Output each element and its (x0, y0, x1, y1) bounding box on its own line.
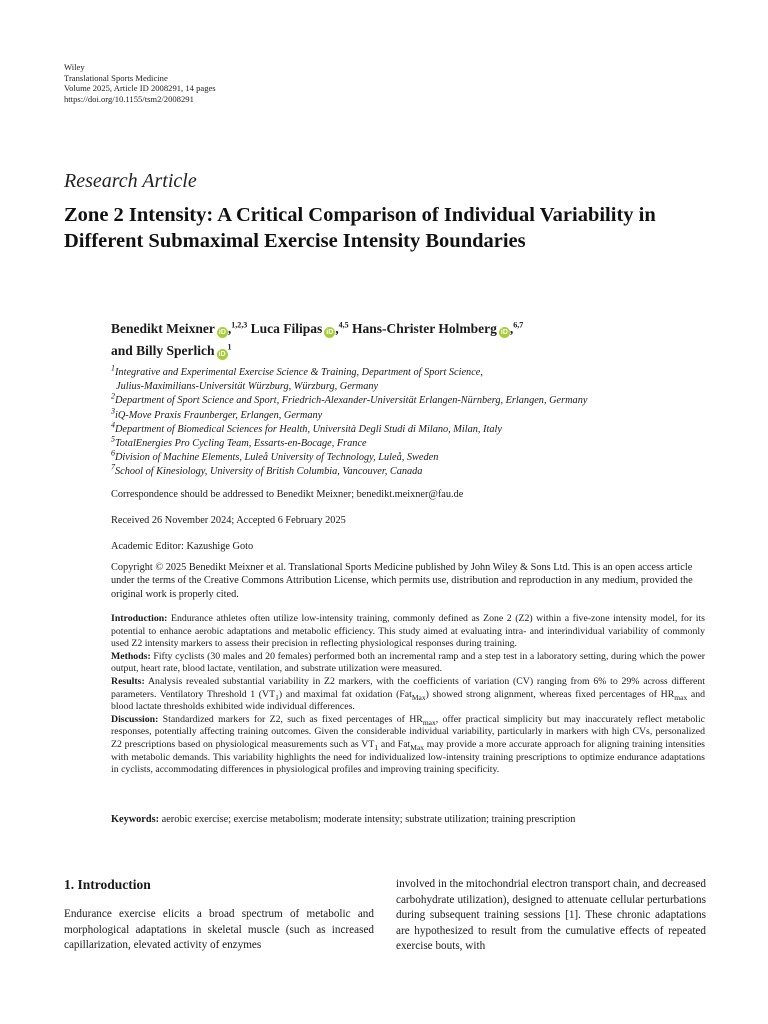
abstract-text: Fifty cyclists (30 males and 20 females) performed both an incremental ramp and a step test in a laboratory setting, during which the power output, heart rate, blood lactate, ventilation, and substrate utilization were measured. (111, 650, 705, 675)
abstract-text: , offer practical simplicity but may inaccurately reflect metabolic responses, potentially affecting training outcomes. Given the considerable individual variability, particularly in markers with high CVs, personalized Z2 prescriptions based on physiological measurements such as VT (111, 713, 706, 750)
abstract-methods (111, 651, 705, 676)
academic-editor: Academic Editor: Kazushige Goto (111, 541, 254, 552)
abstract-text: ) showed strong alignment, whereas fixed percentages of HR (425, 688, 675, 700)
right-column (396, 877, 706, 955)
keywords-text: aerobic exercise; exercise metabolism; moderate intensity; substrate utilization; training prescription (161, 814, 576, 825)
abstract-text: and Fat (378, 738, 411, 750)
affiliation-item (111, 406, 711, 423)
journal-name: Translational Sports Medicine (64, 72, 168, 83)
article-type: Research Article (64, 170, 197, 192)
orcid-icon[interactable]: iD (326, 329, 334, 336)
affiliation-item (111, 380, 711, 394)
subscript: 1 (374, 742, 379, 752)
orcid-icon[interactable]: iD (218, 329, 226, 336)
abstract-text: Analysis revealed substantial variability in Z2 markers, with the coefficients of variation (CV) ranging from 6% to 29% across different parameters. Ventilatory Threshold 1 (VT (111, 675, 705, 700)
body-paragraph: Endurance exercise elicits a broad spectrum of metabolic and morphological adaptations in skeletal muscle (such as increased capillarization, elevated activity of enzymes (64, 908, 374, 951)
author-affiliation: 6,7 (513, 320, 524, 330)
keywords (111, 814, 711, 825)
abstract-label: Methods: (111, 650, 151, 662)
affiliation-text: Julius-Maximilians-Universität Würzburg, Würzburg, Germany (116, 381, 379, 393)
author-list: Benedikt Meixner iD ,$^{1,2,3}$ Luca Filipas iD ,$^{4,5}$ Hans-Christer Holmberg iD ,$^{6,7}$ and Billy Sperlich $iD^1$ (111, 320, 524, 358)
affiliation-item (111, 391, 711, 408)
copyright-notice: Copyright © 2025 Benedikt Meixner et al. Translational Sports Medicine published by John Wiley & Sons Ltd. This is an open access article under the terms of the Creative Commons Attribution License, which permits use, distribution and reproduction in any medium, provided the original work is properly cited. (111, 562, 693, 600)
subscript: 1 (275, 692, 279, 702)
subscript: max (422, 717, 436, 727)
affiliation-item (111, 434, 711, 451)
affiliation-text: Division of Machine Elements, Luleå University of Technology, Luleå, Sweden (115, 452, 439, 464)
journal-info (64, 62, 216, 104)
abstract-results (111, 676, 705, 714)
abstract-discussion (111, 714, 705, 777)
orcid-icon[interactable]: iD (500, 329, 508, 336)
affiliation-item (111, 363, 711, 380)
abstract-text: may provide a more accurate approach for aligning training intensities with metabolic demands. This variability highlights the need for individualized low-intensity training prescriptions to optimize endurance adaptations in cyclists, accommodating differences in physiological profiles and improving training specificity. (111, 738, 705, 776)
subscript: Max (411, 692, 426, 702)
abstract-text: and blood lactate thresholds exhibited wide individual differences. (111, 688, 705, 713)
affiliation-number: 1 (111, 363, 115, 373)
affiliation-number: 3 (111, 406, 115, 416)
abstract-label: Introduction: (111, 613, 168, 624)
author-name[interactable]: Hans-Christer Holmberg (352, 321, 497, 336)
abstract (111, 613, 705, 777)
affiliation-text: Department of Biomedical Sciences for Health, Università Degli Studi di Milano, Milan, Italy (115, 423, 502, 435)
affiliation-number: 7 (111, 463, 115, 472)
publisher: Wiley (64, 62, 85, 72)
author-name[interactable]: Benedikt Meixner (111, 321, 215, 336)
keywords-label: Keywords: (111, 814, 160, 825)
affiliation-item (111, 465, 711, 479)
left-column (64, 907, 374, 954)
abstract-text: ) and maximal fat oxidation (Fat (278, 688, 412, 700)
doi-link[interactable]: https://doi.org/10.1155/tsm2/2008291 (64, 93, 194, 104)
affiliation-number: 4 (111, 420, 115, 430)
author-name[interactable]: and Billy Sperlich (111, 343, 215, 358)
abstract-text: Endurance athletes often utilize low-intensity training, commonly defined as Zone 2 (Z2) within a five-zone intensity model, for its potential to enhance aerobic adaptations and metabolic efficiency. This study aimed at evaluating intra- and interindividual variability of commonly used Z2 intensity markers to assess their precision in reflecting physiological responses during training. (111, 613, 705, 650)
orcid-icon[interactable]: iD (218, 351, 226, 358)
received-date: Received 26 November 2024; Accepted 6 February 2025 (111, 515, 346, 526)
section-heading: 1. Introduction (64, 877, 151, 892)
affiliation-item (111, 420, 711, 437)
author-affiliation: 1 (227, 342, 232, 352)
abstract-text: Standardized markers for Z2, such as fixed percentages of HR (162, 713, 423, 725)
affiliation-item (111, 448, 711, 465)
affiliation-text: iQ-Move Praxis Fraunberger, Erlangen, Germany (115, 409, 323, 421)
correspondence: Correspondence should be addressed to Benedikt Meixner; benedikt.meixner@fau.de (111, 489, 464, 500)
affiliation-number: 6 (111, 448, 115, 458)
author-name[interactable]: Luca Filipas (250, 321, 323, 336)
article-title: Zone 2 Intensity: A Critical Comparison of Individual Variability in Different Submaximal Exercise Intensity Boundaries (64, 204, 656, 252)
affiliation-text: Department of Sport Science and Sport, Friedrich-Alexander-Universität Erlangen-Nürnberg, Erlangen, Germany (115, 395, 588, 407)
volume-info: Volume 2025, Article ID 2008291, 14 pages (64, 83, 216, 94)
affiliation-number: 2 (111, 391, 115, 401)
affiliation-text: TotalEnergies Pro Cycling Team, Essarts-en-Bocage, France (115, 438, 367, 450)
subscript: Max (410, 742, 425, 752)
affiliation-number: 5 (111, 434, 115, 444)
author-affiliation: 1,2,3 (231, 320, 248, 330)
affiliation-list (111, 363, 711, 480)
affiliation-text: School of Kinesiology, University of British Columbia, Vancouver, Canada (115, 466, 423, 478)
affiliation-text: Integrative and Experimental Exercise Science & Training, Department of Sport Science, (115, 367, 483, 378)
abstract-label: Results: (111, 675, 145, 687)
body-paragraph: involved in the mitochondrial electron transport chain, and decreased carbohydrate utilization), designed to attenuate cellular perturbations during subsequent training sessions [1]. These chronic adaptations are hypothesized to result from the cumulative effects of repeated exercise bouts, with (396, 878, 706, 952)
abstract-label: Discussion: (111, 713, 159, 725)
author-affiliation: 4,5 (338, 320, 349, 330)
abstract-introduction (111, 613, 705, 651)
subscript: max (674, 692, 688, 702)
